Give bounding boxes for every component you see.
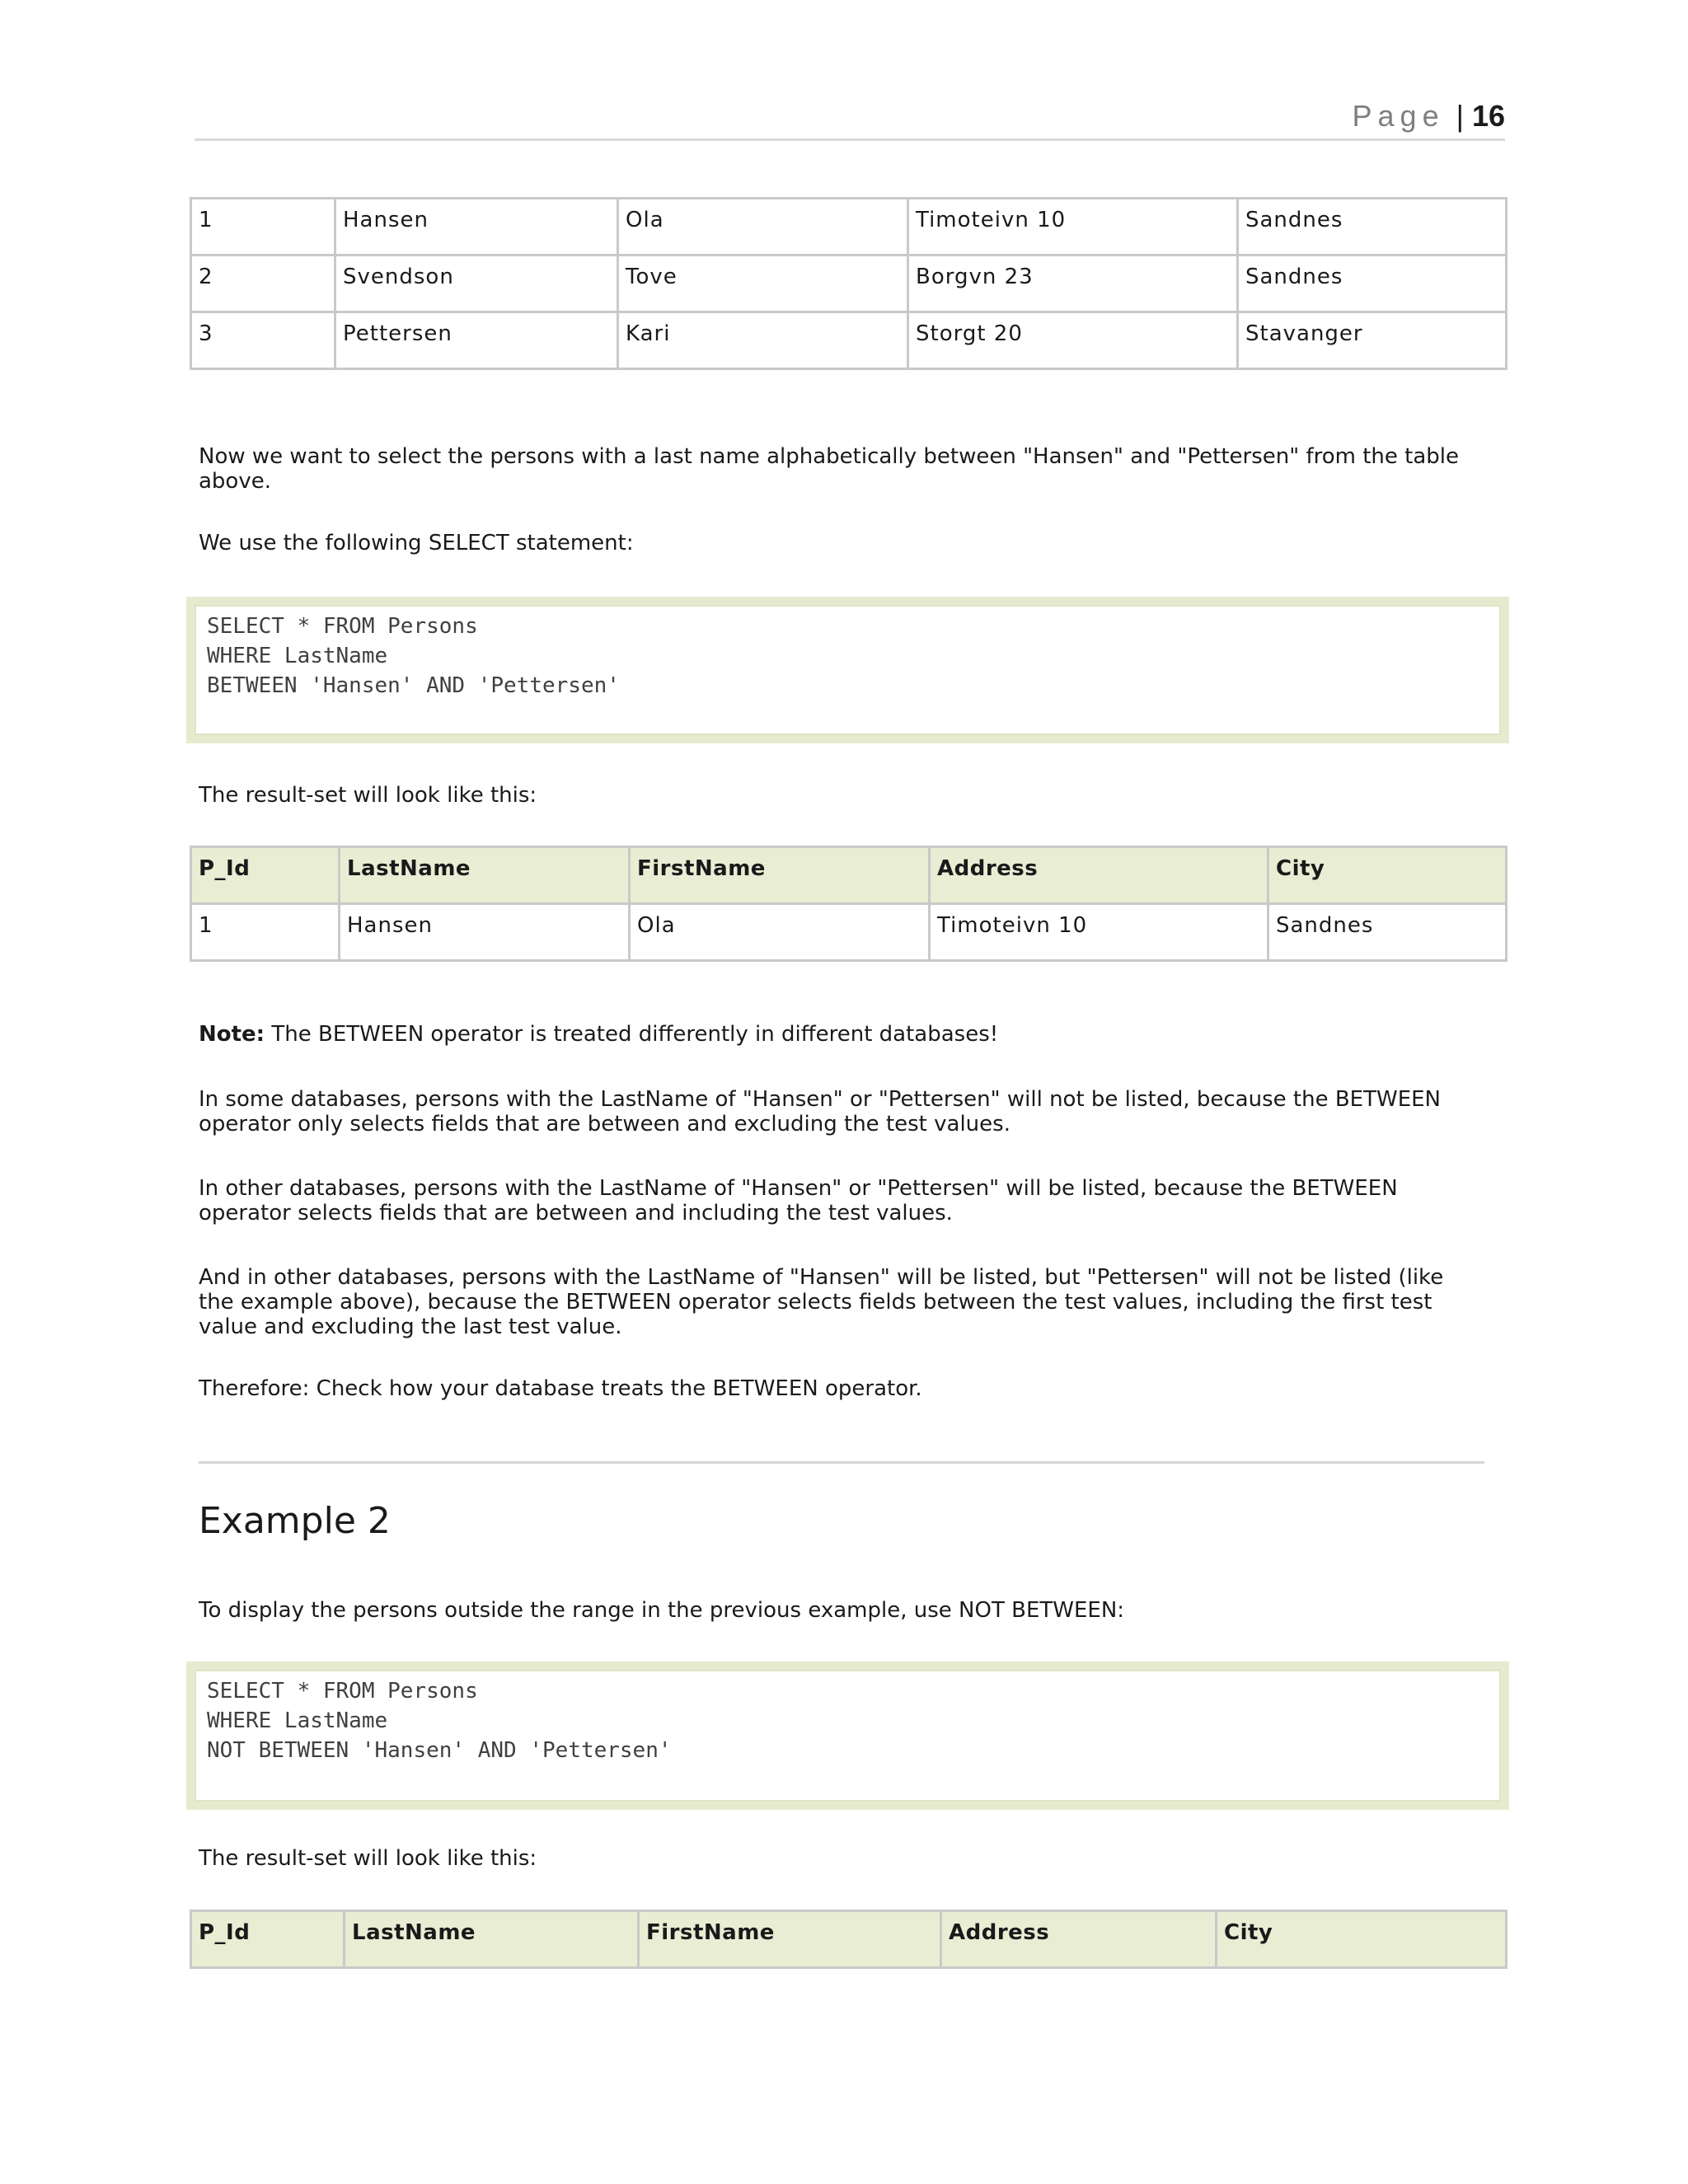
column-header: P_Id	[191, 847, 340, 904]
statement-label: We use the following SELECT statement:	[199, 531, 634, 555]
table-cell: Tove	[618, 255, 908, 312]
table-cell: Timoteivn 10	[908, 199, 1238, 255]
table-cell: Sandnes	[1268, 904, 1507, 961]
table-cell: Hansen	[340, 904, 630, 961]
table-cell: 1	[191, 199, 335, 255]
column-header: LastName	[340, 847, 630, 904]
column-header: FirstName	[630, 847, 930, 904]
code-line: SELECT * FROM Persons	[207, 1679, 478, 1704]
example-text: To display the persons outside the range in the previous example, use NOT BETWEEN:	[199, 1598, 1125, 1623]
result-label: The result-set will look like this:	[199, 1846, 537, 1871]
code-line: NOT BETWEEN 'Hansen' AND 'Pettersen'	[207, 1738, 672, 1763]
page-number-value: 16	[1471, 99, 1505, 133]
table-row	[191, 199, 1507, 255]
table-cell: Ola	[630, 904, 930, 961]
page-number	[1353, 99, 1505, 134]
table-cell: Hansen	[335, 199, 618, 255]
note-paragraph: And in other databases, persons with the LastName of "Hansen" will be listed, but "Pettersen" will not be listed (like the example above), because the BETWEEN operator selects fields between the test values, including the first test value and excluding the last test value.	[199, 1265, 1444, 1339]
code-line: WHERE LastName	[207, 644, 388, 668]
persons-table	[190, 197, 1507, 370]
table-header-row	[191, 847, 1507, 904]
column-header: LastName	[345, 1911, 639, 1968]
sql-code	[195, 605, 1501, 735]
example-heading: Example 2	[199, 1500, 391, 1542]
table-cell: Borgvn 23	[908, 255, 1238, 312]
column-header: City	[1217, 1911, 1507, 1968]
column-header: City	[1268, 847, 1507, 904]
table-cell: Kari	[618, 312, 908, 369]
table-row	[191, 904, 1507, 961]
table-cell: Sandnes	[1238, 199, 1507, 255]
page-header	[195, 92, 1505, 141]
page-separator: |	[1447, 99, 1464, 133]
table-cell: Pettersen	[335, 312, 618, 369]
note-body: The BETWEEN operator is treated differently in different databases!	[265, 1022, 999, 1047]
result-table	[190, 1910, 1507, 1969]
table-header-row	[191, 1911, 1507, 1968]
column-header: FirstName	[639, 1911, 941, 1968]
table-row	[191, 312, 1507, 369]
code-line: WHERE LastName	[207, 1708, 388, 1733]
table-cell: 1	[191, 904, 340, 961]
note-text	[199, 1022, 1484, 1047]
sql-code	[195, 1670, 1501, 1802]
table-row	[191, 255, 1507, 312]
sql-code-box	[186, 597, 1509, 743]
page-word: Page	[1352, 99, 1445, 133]
code-line: SELECT * FROM Persons	[207, 614, 478, 639]
note-label: Note:	[199, 1022, 265, 1047]
table-cell: 2	[191, 255, 335, 312]
note-paragraph: Therefore: Check how your database treats the BETWEEN operator.	[199, 1376, 922, 1401]
section-divider	[199, 1461, 1484, 1464]
column-header: Address	[930, 847, 1268, 904]
column-header: Address	[941, 1911, 1217, 1968]
table-cell: Sandnes	[1238, 255, 1507, 312]
result-label: The result-set will look like this:	[199, 783, 537, 808]
result-table	[190, 846, 1507, 962]
table-cell: Timoteivn 10	[930, 904, 1268, 961]
table-cell: Ola	[618, 199, 908, 255]
sql-code-box	[186, 1661, 1509, 1810]
note-paragraph: In other databases, persons with the LastName of "Hansen" or "Pettersen" will be listed, because the BETWEEN operator selects fields that are between and including the test values.	[199, 1176, 1398, 1226]
table-cell: Svendson	[335, 255, 618, 312]
column-header: P_Id	[191, 1911, 345, 1968]
intro-text: Now we want to select the persons with a last name alphabetically between "Hansen" and "Pettersen" from the table above.	[199, 444, 1460, 494]
table-cell: Storgt 20	[908, 312, 1238, 369]
code-line: BETWEEN 'Hansen' AND 'Pettersen'	[207, 673, 620, 698]
note-paragraph: In some databases, persons with the LastName of "Hansen" or "Pettersen" will not be listed, because the BETWEEN operator only selects fields that are between and excluding the test values.	[199, 1087, 1441, 1137]
table-cell: Stavanger	[1238, 312, 1507, 369]
table-cell: 3	[191, 312, 335, 369]
